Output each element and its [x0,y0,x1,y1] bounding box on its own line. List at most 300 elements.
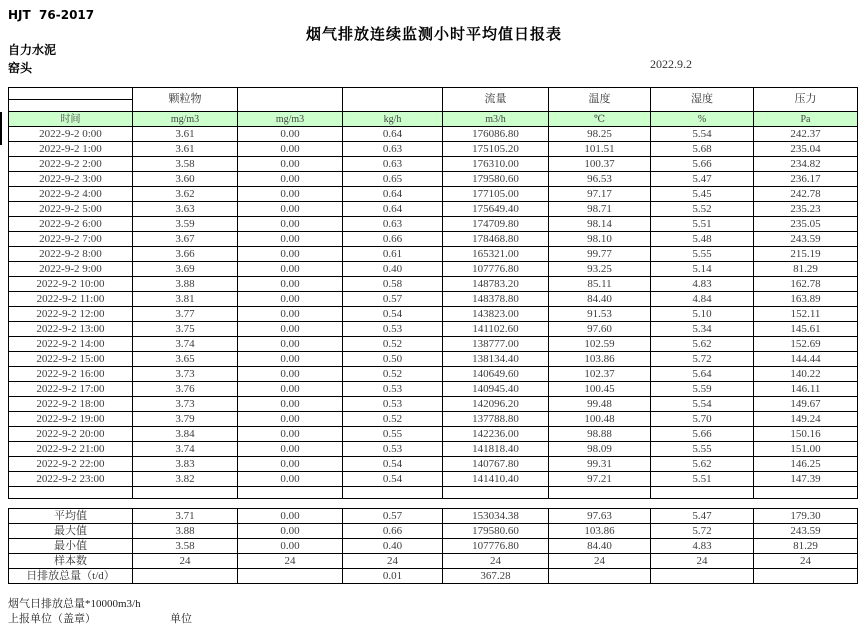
value-cell: 4.83 [651,277,754,292]
empty-cell [651,487,754,499]
summary-row [9,509,858,524]
value-cell: 0.00 [238,277,343,292]
summary-row [9,524,858,539]
summary-value-cell: 0.00 [238,539,343,554]
summary-value-cell: 3.71 [133,509,238,524]
summary-label-cell: 样本数 [9,554,133,569]
value-cell: 3.82 [133,472,238,487]
table-row [9,172,858,187]
group-header-cell: 颗粒物 [133,88,238,112]
time-cell: 2022-9-2 18:00 [9,397,133,412]
value-cell: 0.53 [343,397,443,412]
value-cell: 152.11 [754,307,858,322]
table-row [9,382,858,397]
group-header-row [9,88,858,112]
report-date: 2022.9.2 [650,57,692,71]
value-cell: 150.16 [754,427,858,442]
value-cell: 174709.80 [443,217,549,232]
value-cell: 0.63 [343,157,443,172]
summary-value-cell: 0.40 [343,539,443,554]
value-cell: 152.69 [754,337,858,352]
value-cell: 0.00 [238,397,343,412]
value-cell: 98.71 [549,202,651,217]
value-cell: 3.73 [133,397,238,412]
time-cell: 2022-9-2 1:00 [9,142,133,157]
value-cell: 138777.00 [443,337,549,352]
group-header-cell: 湿度 [651,88,754,112]
value-cell: 5.72 [651,352,754,367]
value-cell: 0.53 [343,442,443,457]
table-row [9,457,858,472]
value-cell: 140945.40 [443,382,549,397]
value-cell: 3.77 [133,307,238,322]
value-cell: 0.00 [238,202,343,217]
value-cell: 3.69 [133,262,238,277]
summary-label-cell: 最大值 [9,524,133,539]
table-row [9,352,858,367]
value-cell: 0.00 [238,442,343,457]
table-row [9,472,858,487]
value-cell: 99.31 [549,457,651,472]
value-cell: 97.60 [549,322,651,337]
value-cell: 141102.60 [443,322,549,337]
value-cell: 3.73 [133,367,238,382]
summary-label-cell: 日排放总量（t/d） [9,569,133,584]
corner-split-cell [9,88,133,112]
summary-row [9,554,858,569]
value-cell: 140767.80 [443,457,549,472]
value-cell: 4.84 [651,292,754,307]
value-cell: 3.67 [133,232,238,247]
summary-value-cell [651,569,754,584]
group-header-cell: 压力 [754,88,858,112]
value-cell: 235.05 [754,217,858,232]
summary-value-cell: 5.47 [651,509,754,524]
value-cell: 5.51 [651,217,754,232]
value-cell: 98.10 [549,232,651,247]
value-cell: 145.61 [754,322,858,337]
group-header-cell: 流量 [443,88,549,112]
value-cell: 0.53 [343,382,443,397]
value-cell: 100.48 [549,412,651,427]
table-row [9,262,858,277]
summary-value-cell: 24 [133,554,238,569]
value-cell: 100.37 [549,157,651,172]
value-cell: 5.54 [651,397,754,412]
value-cell: 5.62 [651,337,754,352]
unit-header-cell: Pa [754,112,858,127]
table-row [9,217,858,232]
value-cell: 5.54 [651,127,754,142]
value-cell: 142096.20 [443,397,549,412]
value-cell: 165321.00 [443,247,549,262]
summary-value-cell [549,569,651,584]
summary-value-cell: 179580.60 [443,524,549,539]
summary-table [8,508,858,584]
time-cell: 2022-9-2 19:00 [9,412,133,427]
value-cell: 97.17 [549,187,651,202]
value-cell: 137788.80 [443,412,549,427]
value-cell: 3.61 [133,127,238,142]
value-cell: 5.52 [651,202,754,217]
table-row [9,247,858,262]
value-cell: 3.74 [133,337,238,352]
page-title: 烟气排放连续监测小时平均值日报表 [305,25,562,43]
summary-value-cell: 81.29 [754,539,858,554]
value-cell: 91.53 [549,307,651,322]
value-cell: 3.74 [133,442,238,457]
hourly-rows [9,127,858,487]
value-cell: 102.59 [549,337,651,352]
value-cell: 98.88 [549,427,651,442]
value-cell: 0.00 [238,412,343,427]
summary-value-cell [754,569,858,584]
value-cell: 0.00 [238,337,343,352]
table-row [9,202,858,217]
table-row [9,307,858,322]
value-cell: 3.62 [133,187,238,202]
value-cell: 98.09 [549,442,651,457]
standard-code: HJT 76-2017 [8,8,95,22]
table-row [9,367,858,382]
value-cell: 0.54 [343,307,443,322]
value-cell: 3.81 [133,292,238,307]
value-cell: 0.64 [343,202,443,217]
time-cell: 2022-9-2 13:00 [9,322,133,337]
value-cell: 3.66 [133,247,238,262]
value-cell: 96.53 [549,172,651,187]
value-cell: 93.25 [549,262,651,277]
value-cell: 0.54 [343,472,443,487]
time-cell: 2022-9-2 10:00 [9,277,133,292]
value-cell: 0.00 [238,262,343,277]
value-cell: 162.78 [754,277,858,292]
unit-header-cell: mg/m3 [238,112,343,127]
value-cell: 5.70 [651,412,754,427]
time-cell: 2022-9-2 23:00 [9,472,133,487]
value-cell: 179580.60 [443,172,549,187]
summary-value-cell: 24 [343,554,443,569]
value-cell: 151.00 [754,442,858,457]
value-cell: 100.45 [549,382,651,397]
summary-row [9,569,858,584]
value-cell: 0.53 [343,322,443,337]
time-cell: 2022-9-2 5:00 [9,202,133,217]
summary-value-cell: 3.88 [133,524,238,539]
value-cell: 5.45 [651,187,754,202]
page-edge-artifact [0,112,2,145]
value-cell: 0.00 [238,382,343,397]
empty-spacer-row [9,487,858,499]
table-row [9,322,858,337]
value-cell: 3.79 [133,412,238,427]
value-cell: 0.50 [343,352,443,367]
table-row [9,277,858,292]
value-cell: 0.00 [238,157,343,172]
value-cell: 3.63 [133,202,238,217]
value-cell: 175105.20 [443,142,549,157]
value-cell: 102.37 [549,367,651,382]
company-name: 自力水泥 [8,43,57,57]
value-cell: 149.24 [754,412,858,427]
footer-note: 烟气日排放总量*10000m3/h [8,598,141,610]
summary-value-cell: 24 [754,554,858,569]
empty-cell [9,487,133,499]
footer-report-unit-label: 上报单位（盖章） [8,613,96,625]
value-cell: 234.82 [754,157,858,172]
unit-header-cell: kg/h [343,112,443,127]
summary-value-cell: 0.00 [238,509,343,524]
value-cell: 0.00 [238,247,343,262]
value-cell: 177105.00 [443,187,549,202]
time-cell: 2022-9-2 16:00 [9,367,133,382]
value-cell: 101.51 [549,142,651,157]
summary-value-cell: 367.28 [443,569,549,584]
time-cell: 2022-9-2 17:00 [9,382,133,397]
value-cell: 0.00 [238,232,343,247]
value-cell: 103.86 [549,352,651,367]
value-cell: 148378.80 [443,292,549,307]
value-cell: 3.59 [133,217,238,232]
value-cell: 0.64 [343,187,443,202]
value-cell: 97.21 [549,472,651,487]
value-cell: 5.66 [651,427,754,442]
value-cell: 242.37 [754,127,858,142]
summary-value-cell [238,569,343,584]
value-cell: 0.00 [238,352,343,367]
summary-value-cell: 24 [651,554,754,569]
summary-value-cell: 0.01 [343,569,443,584]
table-row [9,157,858,172]
value-cell: 3.83 [133,457,238,472]
empty-cell [343,487,443,499]
value-cell: 235.04 [754,142,858,157]
value-cell: 0.00 [238,187,343,202]
footer-unit-label: 单位 [170,613,192,625]
value-cell: 0.55 [343,427,443,442]
time-cell: 2022-9-2 9:00 [9,262,133,277]
value-cell: 146.11 [754,382,858,397]
value-cell: 0.00 [238,172,343,187]
time-cell: 2022-9-2 12:00 [9,307,133,322]
summary-value-cell: 3.58 [133,539,238,554]
value-cell: 242.78 [754,187,858,202]
empty-cell [443,487,549,499]
value-cell: 5.10 [651,307,754,322]
time-cell: 2022-9-2 8:00 [9,247,133,262]
summary-value-cell: 243.59 [754,524,858,539]
value-cell: 0.52 [343,412,443,427]
corner-bottom-cell [9,100,132,111]
value-cell: 140.22 [754,367,858,382]
value-cell: 3.75 [133,322,238,337]
time-cell: 2022-9-2 6:00 [9,217,133,232]
summary-value-cell: 24 [238,554,343,569]
summary-value-cell: 0.57 [343,509,443,524]
summary-value-cell [133,569,238,584]
value-cell: 0.00 [238,322,343,337]
table-row [9,412,858,427]
time-cell: 2022-9-2 14:00 [9,337,133,352]
value-cell: 141410.40 [443,472,549,487]
value-cell: 84.40 [549,292,651,307]
value-cell: 147.39 [754,472,858,487]
value-cell: 0.00 [238,457,343,472]
group-header-cell [238,88,343,112]
table-row [9,142,858,157]
value-cell: 0.00 [238,217,343,232]
value-cell: 3.61 [133,142,238,157]
value-cell: 5.62 [651,457,754,472]
value-cell: 5.66 [651,157,754,172]
group-header-cell: 温度 [549,88,651,112]
empty-cell [549,487,651,499]
value-cell: 0.57 [343,292,443,307]
time-cell: 2022-9-2 22:00 [9,457,133,472]
table-row [9,127,858,142]
value-cell: 0.00 [238,307,343,322]
value-cell: 138134.40 [443,352,549,367]
value-cell: 5.34 [651,322,754,337]
time-cell: 2022-9-2 4:00 [9,187,133,202]
value-cell: 5.68 [651,142,754,157]
value-cell: 5.51 [651,472,754,487]
value-cell: 5.55 [651,247,754,262]
unit-header-cell: m3/h [443,112,549,127]
summary-value-cell: 153034.38 [443,509,549,524]
summary-value-cell: 5.72 [651,524,754,539]
value-cell: 3.84 [133,427,238,442]
value-cell: 5.14 [651,262,754,277]
value-cell: 142236.00 [443,427,549,442]
empty-cell [133,487,238,499]
summary-label-cell: 平均值 [9,509,133,524]
value-cell: 235.23 [754,202,858,217]
value-cell: 144.44 [754,352,858,367]
table-row [9,442,858,457]
value-cell: 0.63 [343,142,443,157]
summary-value-cell: 179.30 [754,509,858,524]
value-cell: 178468.80 [443,232,549,247]
summary-value-cell: 0.00 [238,524,343,539]
value-cell: 3.58 [133,157,238,172]
value-cell: 3.76 [133,382,238,397]
time-cell: 2022-9-2 7:00 [9,232,133,247]
hourly-data-table [8,87,858,499]
value-cell: 0.00 [238,292,343,307]
value-cell: 0.40 [343,262,443,277]
summary-value-cell: 24 [549,554,651,569]
table-row [9,292,858,307]
time-cell: 2022-9-2 11:00 [9,292,133,307]
value-cell: 148783.20 [443,277,549,292]
value-cell: 0.63 [343,217,443,232]
value-cell: 0.00 [238,472,343,487]
value-cell: 5.55 [651,442,754,457]
station-name: 窑头 [8,61,33,75]
table-row [9,337,858,352]
value-cell: 0.00 [238,427,343,442]
value-cell: 140649.60 [443,367,549,382]
value-cell: 143823.00 [443,307,549,322]
value-cell: 175649.40 [443,202,549,217]
summary-value-cell: 0.66 [343,524,443,539]
unit-header-cell: 时间 [9,112,133,127]
group-header-cell [343,88,443,112]
value-cell: 98.14 [549,217,651,232]
value-cell: 0.66 [343,232,443,247]
value-cell: 99.48 [549,397,651,412]
value-cell: 3.65 [133,352,238,367]
value-cell: 0.00 [238,127,343,142]
value-cell: 5.59 [651,382,754,397]
value-cell: 5.47 [651,172,754,187]
time-cell: 2022-9-2 21:00 [9,442,133,457]
value-cell: 149.67 [754,397,858,412]
summary-value-cell: 24 [443,554,549,569]
summary-value-cell: 103.86 [549,524,651,539]
value-cell: 141818.40 [443,442,549,457]
unit-header-cell: mg/m3 [133,112,238,127]
value-cell: 99.77 [549,247,651,262]
time-cell: 2022-9-2 0:00 [9,127,133,142]
time-cell: 2022-9-2 15:00 [9,352,133,367]
summary-value-cell: 107776.80 [443,539,549,554]
value-cell: 3.60 [133,172,238,187]
summary-rows [9,509,858,584]
time-cell: 2022-9-2 2:00 [9,157,133,172]
value-cell: 5.48 [651,232,754,247]
summary-value-cell: 97.63 [549,509,651,524]
value-cell: 0.58 [343,277,443,292]
table-row [9,427,858,442]
value-cell: 0.52 [343,337,443,352]
table-row [9,187,858,202]
value-cell: 176310.00 [443,157,549,172]
value-cell: 243.59 [754,232,858,247]
unit-header-cell: % [651,112,754,127]
summary-value-cell: 84.40 [549,539,651,554]
value-cell: 215.19 [754,247,858,262]
summary-label-cell: 最小值 [9,539,133,554]
table-row [9,232,858,247]
value-cell: 0.00 [238,367,343,382]
value-cell: 0.52 [343,367,443,382]
value-cell: 81.29 [754,262,858,277]
summary-value-cell: 4.83 [651,539,754,554]
table-row [9,397,858,412]
value-cell: 0.64 [343,127,443,142]
value-cell: 98.25 [549,127,651,142]
corner-top-cell [9,88,132,100]
empty-cell [238,487,343,499]
value-cell: 176086.80 [443,127,549,142]
summary-row [9,539,858,554]
value-cell: 107776.80 [443,262,549,277]
empty-cell [754,487,858,499]
unit-header-cell: ℃ [549,112,651,127]
value-cell: 5.64 [651,367,754,382]
value-cell: 236.17 [754,172,858,187]
value-cell: 3.88 [133,277,238,292]
value-cell: 0.00 [238,142,343,157]
value-cell: 0.65 [343,172,443,187]
value-cell: 163.89 [754,292,858,307]
value-cell: 0.61 [343,247,443,262]
value-cell: 0.54 [343,457,443,472]
time-cell: 2022-9-2 3:00 [9,172,133,187]
value-cell: 146.25 [754,457,858,472]
